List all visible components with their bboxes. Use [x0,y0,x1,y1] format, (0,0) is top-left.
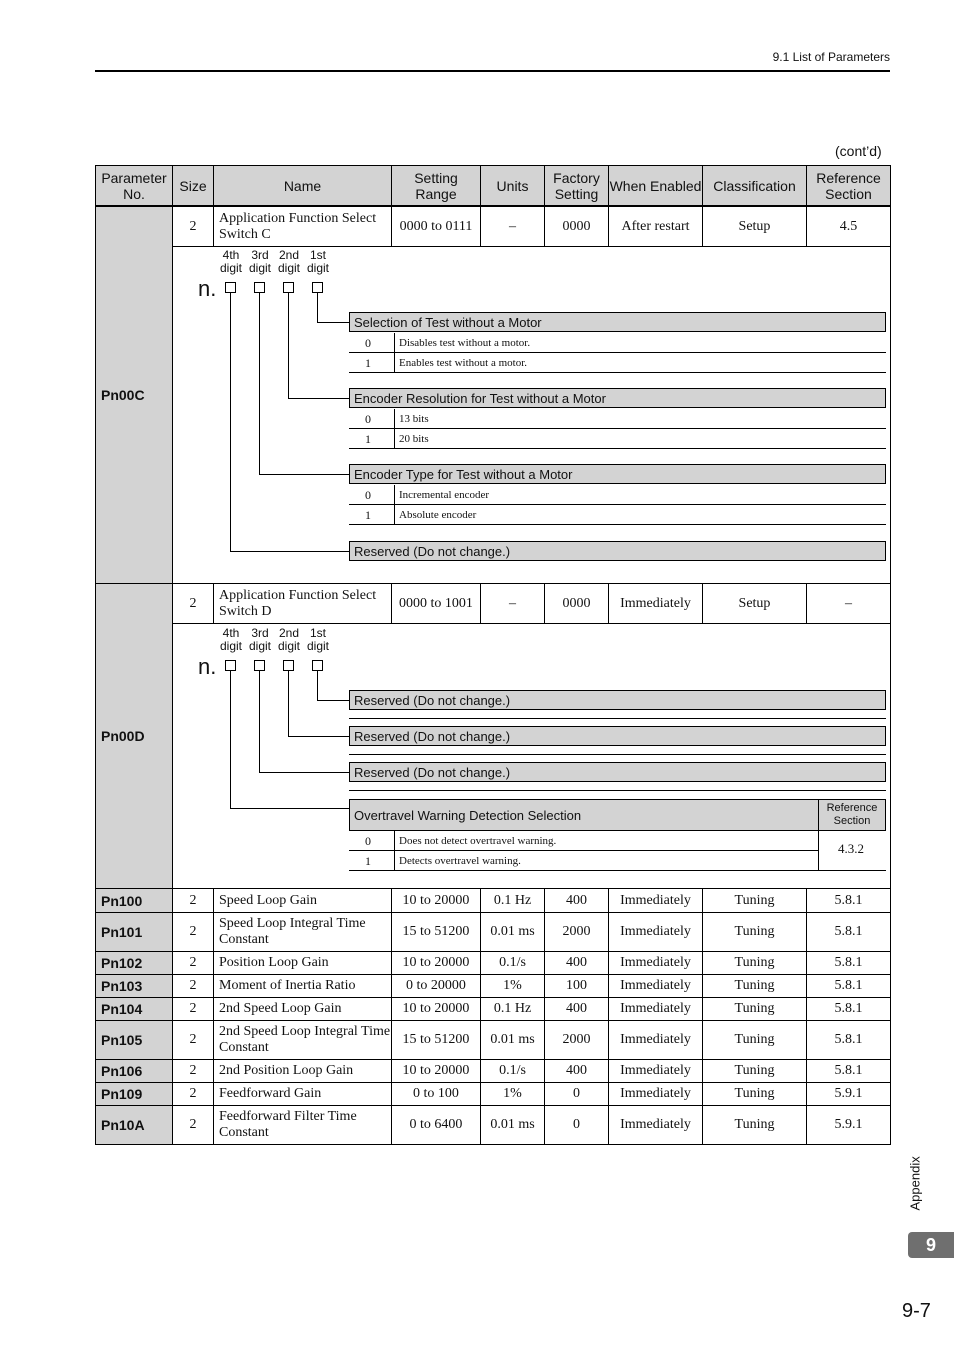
param-units: 0.1 Hz [480,997,545,1021]
option-group-title: Reserved (Do not change.) [349,690,886,710]
param-range: 0000 to 1001 [391,583,481,624]
param-size: 2 [172,912,214,952]
option-divider [394,485,395,505]
param-class: Tuning [702,912,807,952]
param-number: Pn00D [95,583,173,889]
option-text: 20 bits [399,433,429,445]
option-group-title: Reserved (Do not change.) [349,726,886,746]
param-ref: 5.8.1 [806,912,891,952]
param-number: Pn10A [95,1105,173,1145]
param-size: 2 [172,1059,214,1083]
param-size: 2 [172,583,214,624]
param-range: 0 to 20000 [391,974,481,998]
digit-box [254,660,265,671]
option-rule [349,718,886,719]
option-divider [394,831,395,851]
param-class: Setup [702,206,807,247]
param-range: 10 to 20000 [391,951,481,975]
option-group-title: Selection of Test without a Motor [349,312,886,332]
param-factory: 2000 [544,912,609,952]
digit-label: 2nd digit [277,248,300,275]
option-text: Does not detect overtravel warning. [399,835,557,847]
connector-line [288,671,289,736]
param-number: Pn102 [95,951,173,975]
param-enabled: Immediately [608,1020,703,1060]
param-class: Tuning [702,1020,807,1060]
param-range: 0 to 100 [391,1082,481,1106]
param-factory: 0000 [544,206,609,247]
param-ref: – [806,583,891,624]
option-rule [349,352,886,353]
param-enabled: Immediately [608,583,703,624]
param-factory: 0 [544,1105,609,1145]
param-units: 0.01 ms [480,1105,545,1145]
param-name: Application Function Select Switch D [213,583,392,624]
connector-line [288,293,289,398]
digit-label: 1st digit [306,248,329,275]
param-ref: 5.8.1 [806,1020,891,1060]
param-factory: 400 [544,951,609,975]
param-units: – [480,206,545,247]
param-name: Speed Loop Gain [213,888,392,913]
param-enabled: Immediately [608,912,703,952]
continued-label: (cont’d) [835,143,882,159]
connector-line [317,293,318,322]
n-prefix: n. [198,276,217,301]
option-divider [394,429,395,449]
chapter-tab: 9 [908,1232,954,1258]
param-factory: 100 [544,974,609,998]
param-name: 2nd Speed Loop Integral Time Constant [213,1020,392,1060]
param-range: 10 to 20000 [391,888,481,913]
option-rule [349,754,886,755]
option-text: Detects overtravel warning. [399,855,521,867]
option-group-title: Overtravel Warning Detection Selection [349,799,819,831]
param-ref: 5.9.1 [806,1082,891,1106]
page-number: 9-7 [902,1300,931,1322]
connector-line [317,671,318,700]
option-text: Enables test without a motor. [399,357,528,369]
connector-line [317,322,349,323]
option-rule [349,850,819,851]
n-prefix: n. [198,654,217,679]
param-ref: 5.8.1 [806,974,891,998]
option-value: 0 [365,412,371,426]
option-group-title: Reserved (Do not change.) [349,762,886,782]
param-units: 0.01 ms [480,1020,545,1060]
param-enabled: After restart [608,206,703,247]
digit-box [254,282,265,293]
header-rule [95,70,890,72]
option-rule [349,372,886,373]
option-text: Disables test without a motor. [399,337,531,349]
option-rule [818,870,886,871]
param-name: 2nd Speed Loop Gain [213,997,392,1021]
param-factory: 400 [544,1059,609,1083]
digit-label: 3rd digit [248,626,271,653]
digit-label: 4th digit [219,626,242,653]
column-header: Setting Range [391,165,481,206]
digit-box [283,660,294,671]
connector-line [288,736,349,737]
connector-line [230,293,231,551]
param-ref: 5.8.1 [806,997,891,1021]
param-size: 2 [172,888,214,913]
reference-value: 4.3.2 [838,841,864,856]
param-size: 2 [172,1020,214,1060]
param-number: Pn106 [95,1059,173,1083]
reference-section-header: Reference Section [818,799,886,831]
param-ref: 5.9.1 [806,1105,891,1145]
param-name: Feedforward Gain [213,1082,392,1106]
option-text: 13 bits [399,413,429,425]
param-number: Pn101 [95,912,173,952]
param-units: 0.01 ms [480,912,545,952]
option-divider [394,851,395,871]
connector-line [230,808,349,809]
option-group-title: Encoder Type for Test without a Motor [349,464,886,484]
param-name: Application Function Select Switch C [213,206,392,247]
digit-box [225,282,236,293]
param-units: – [480,583,545,624]
switch-detail [172,246,891,584]
column-header: Factory Setting [544,165,609,206]
param-size: 2 [172,951,214,975]
param-range: 15 to 51200 [391,912,481,952]
param-range: 15 to 51200 [391,1020,481,1060]
option-text: Incremental encoder [399,489,490,501]
option-rule [349,428,886,429]
digit-box [225,660,236,671]
connector-line [317,700,349,701]
option-text: Absolute encoder [399,509,477,521]
option-value: 1 [365,508,371,522]
param-name: Position Loop Gain [213,951,392,975]
option-rule [349,504,886,505]
param-factory: 400 [544,997,609,1021]
connector-line [259,671,260,772]
param-size: 2 [172,206,214,247]
option-divider [394,409,395,429]
param-units: 0.1 Hz [480,888,545,913]
column-header: Parameter No. [95,165,173,206]
connector-line [230,671,231,808]
digit-label: 4th digit [219,248,242,275]
param-range: 0000 to 0111 [391,206,481,247]
param-class: Tuning [702,974,807,998]
param-enabled: Immediately [608,888,703,913]
option-value: 1 [365,854,371,868]
param-name: Moment of Inertia Ratio [213,974,392,998]
param-enabled: Immediately [608,974,703,998]
option-divider [818,831,819,871]
param-factory: 0000 [544,583,609,624]
param-class: Tuning [702,1082,807,1106]
param-factory: 0 [544,1082,609,1106]
option-rule [349,524,886,525]
param-number: Pn00C [95,206,173,584]
option-group-title: Encoder Resolution for Test without a Motor [349,388,886,408]
param-class: Tuning [702,951,807,975]
param-enabled: Immediately [608,1059,703,1083]
param-ref: 5.8.1 [806,1059,891,1083]
connector-line [259,772,349,773]
param-units: 1% [480,974,545,998]
option-rule [349,870,819,871]
param-class: Tuning [702,997,807,1021]
column-header: Reference Section [806,165,891,206]
option-group-title: Reserved (Do not change.) [349,541,886,561]
param-size: 2 [172,997,214,1021]
column-header: When Enabled [608,165,703,206]
param-name: Speed Loop Integral Time Constant [213,912,392,952]
param-ref: 5.8.1 [806,888,891,913]
appendix-label: Appendix [907,1156,923,1211]
param-units: 0.1/s [480,1059,545,1083]
param-size: 2 [172,1105,214,1145]
option-rule [349,448,886,449]
param-factory: 400 [544,888,609,913]
digit-label: 1st digit [306,626,329,653]
param-ref: 5.8.1 [806,951,891,975]
column-header: Classification [702,165,807,206]
param-class: Tuning [702,1059,807,1083]
running-header: 9.1 List of Parameters [772,50,890,64]
param-name: Feedforward Filter Time Constant [213,1105,392,1145]
digit-label: 3rd digit [248,248,271,275]
param-range: 10 to 20000 [391,1059,481,1083]
column-header: Name [213,165,392,206]
column-header: Size [172,165,214,206]
digit-box [312,660,323,671]
column-header: Units [480,165,545,206]
option-value: 0 [365,336,371,350]
param-units: 1% [480,1082,545,1106]
param-units: 0.1/s [480,951,545,975]
param-number: Pn104 [95,997,173,1021]
param-enabled: Immediately [608,1082,703,1106]
param-class: Tuning [702,888,807,913]
param-size: 2 [172,974,214,998]
param-ref: 4.5 [806,206,891,247]
connector-line [259,474,349,475]
param-range: 0 to 6400 [391,1105,481,1145]
connector-line [230,551,349,552]
option-rule [349,790,886,791]
param-enabled: Immediately [608,951,703,975]
param-enabled: Immediately [608,1105,703,1145]
param-enabled: Immediately [608,997,703,1021]
option-divider [394,353,395,373]
connector-line [259,293,260,474]
option-value: 0 [365,488,371,502]
param-number: Pn105 [95,1020,173,1060]
digit-box [283,282,294,293]
option-value: 1 [365,432,371,446]
option-divider [394,505,395,525]
param-factory: 2000 [544,1020,609,1060]
param-number: Pn109 [95,1082,173,1106]
option-divider [394,333,395,353]
param-range: 10 to 20000 [391,997,481,1021]
digit-label: 2nd digit [277,626,300,653]
param-number: Pn103 [95,974,173,998]
digit-box [312,282,323,293]
param-class: Tuning [702,1105,807,1145]
param-class: Setup [702,583,807,624]
option-value: 0 [365,834,371,848]
connector-line [288,398,349,399]
param-size: 2 [172,1082,214,1106]
param-number: Pn100 [95,888,173,913]
option-value: 1 [365,356,371,370]
param-name: 2nd Position Loop Gain [213,1059,392,1083]
